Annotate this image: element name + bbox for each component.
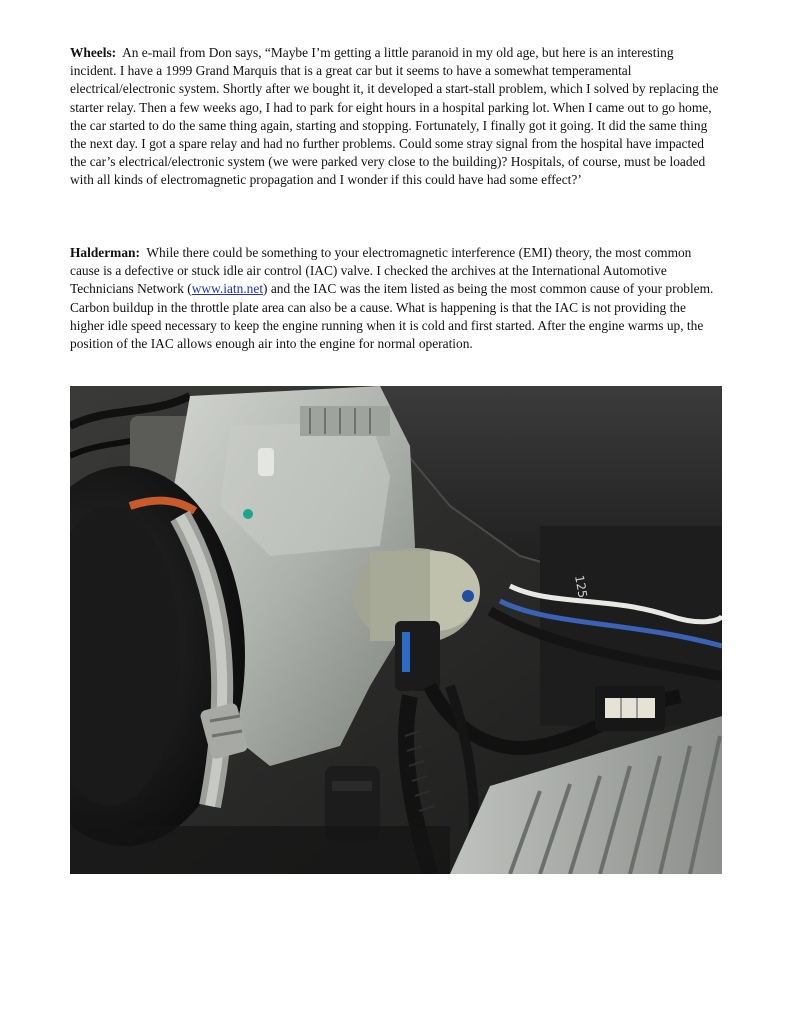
- paragraph-text: While there could be something to your electromagnetic interference (EMI) theory, the most common cause is a defective or stuck idle air control (IAC) valve. I checked the archives at the International Automotive Technicians Network (: [70, 245, 692, 297]
- paragraph-text: An e-mail from Don says, “Maybe I’m getting a little paranoid in my old age, but here is an interesting incident. I have a 1999 Grand Marquis that is a great car but it seems to have a somewhat temperamental electrical/electronic system. Shortly after we bought it, it developed a start-stall problem, which I solved by replacing the starter relay. Then a few weeks ago, I had to park for eight hours in a hospital parking lot. When I came out to go home, the car started to do the same thing again, starting and stopping. Fortunately, I finally got it going. It did the same thing the next day. I got a spare relay and had no further problems. Could some stray signal from the hospital have impacted the car’s electrical/electronic system (we were parked very close to the building)? Hospitals, of course, must be loaded with all kinds of electromagnetic propagation and I wonder if this could have had some effect?’: [70, 45, 719, 188]
- paragraph-halderman: [70, 244, 722, 353]
- paragraph-text: ) and the IAC was the item listed as being the most common cause of your problem. Carbon buildup in the throttle plate area can also be a cause. What is happening is that the IAC is not providing the higher idle speed necessary to keep the engine running when it is cold and first started. After the engine warms up, the position of the IAC allows enough air into the engine for normal operation.: [70, 281, 714, 352]
- speaker-label: Halderman:: [70, 245, 140, 260]
- iatn-link[interactable]: www.iatn.net: [191, 281, 264, 297]
- paragraph-wheels: [70, 44, 722, 190]
- svg-text:125: 125: [572, 574, 590, 600]
- engine-photo: [70, 386, 722, 874]
- speaker-label: Wheels:: [70, 45, 117, 60]
